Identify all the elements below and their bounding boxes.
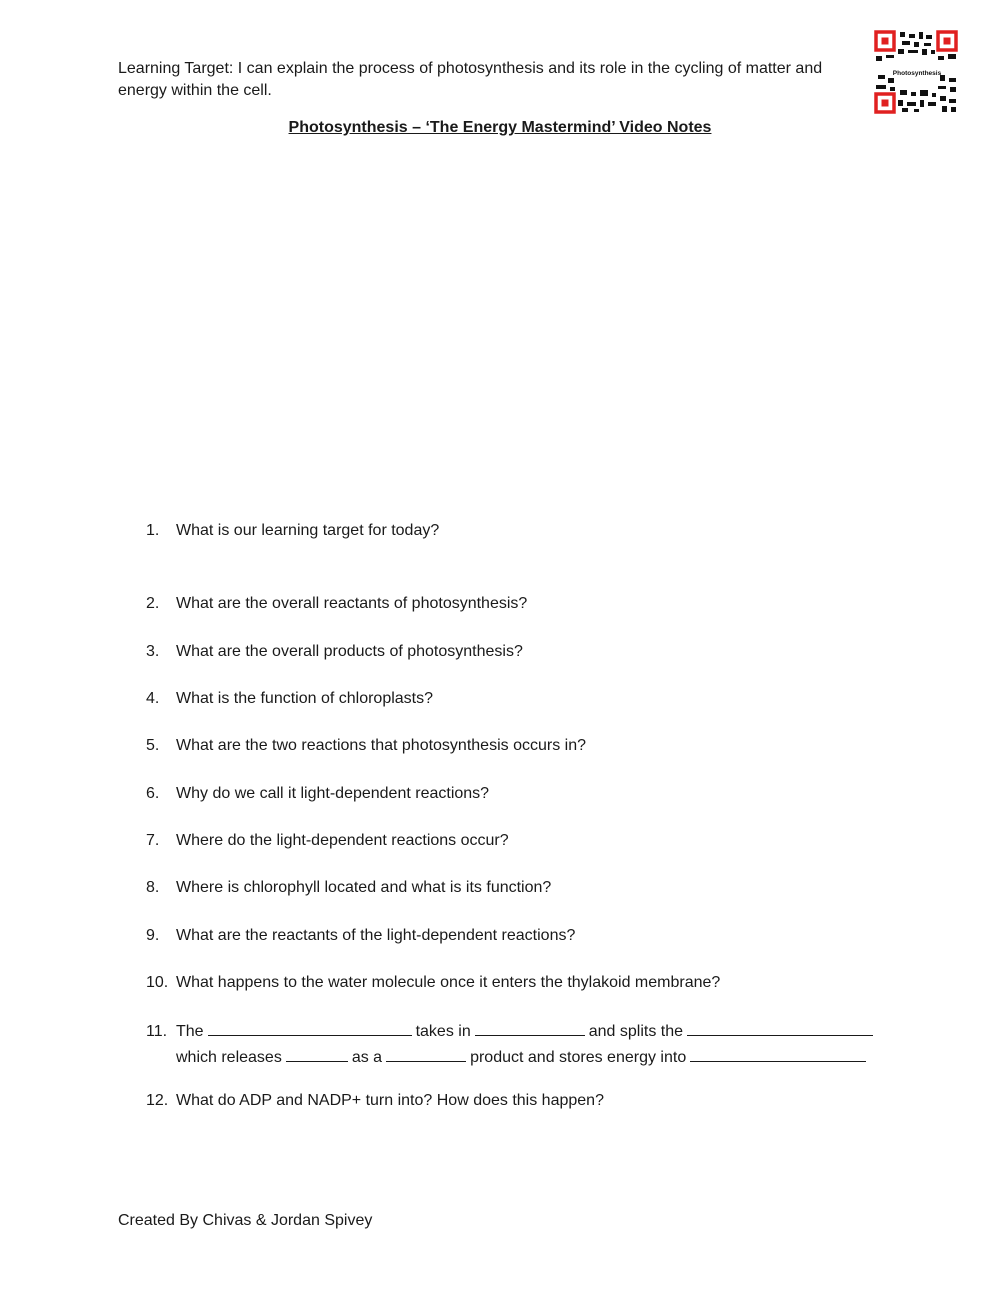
question-4: 4. What is the function of chloroplasts? xyxy=(146,690,434,707)
question-9: 9. What are the reactants of the light-dependent reactions? xyxy=(146,927,576,944)
fill-blank-2[interactable] xyxy=(475,1018,585,1036)
question-5: 5. What are the two reactions that photosynthesis occurs in? xyxy=(146,737,586,754)
learning-target: Learning Target: I can explain the process of photosynthesis and its role in the cycling of matter and energy within the cell. xyxy=(118,60,823,99)
fill-blank-5[interactable] xyxy=(386,1044,466,1062)
question-7: 7. Where do the light-dependent reactions occur? xyxy=(146,832,509,849)
question-1: 1. What is our learning target for today? xyxy=(146,522,440,539)
question-10: 10. What happens to the water molecule once it enters the thylakoid membrane? xyxy=(146,974,721,991)
question-11 xyxy=(146,1018,886,1070)
question-11-line-2: which releases as a product and stores energy into xyxy=(146,1044,886,1070)
question-6: 6. Why do we call it light-dependent reactions? xyxy=(146,785,490,802)
qr-code-icon xyxy=(874,30,958,114)
fill-blank-3[interactable] xyxy=(687,1018,873,1036)
fill-blank-4[interactable] xyxy=(286,1044,348,1062)
question-12: 12. What do ADP and NADP+ turn into? How does this happen? xyxy=(146,1092,604,1109)
qr-label: Photosynthesis xyxy=(892,70,942,77)
fill-blank-1[interactable] xyxy=(208,1018,412,1036)
fill-blank-6[interactable] xyxy=(690,1044,866,1062)
question-2: 2. What are the overall reactants of photosynthesis? xyxy=(146,595,528,612)
question-3: 3. What are the overall products of photosynthesis? xyxy=(146,643,523,660)
question-8: 8. Where is chlorophyll located and what is its function? xyxy=(146,879,552,896)
page-title: Photosynthesis – ‘The Energy Mastermind’ Video Notes xyxy=(288,119,712,136)
question-11-line-1: 11. The takes in and splits the xyxy=(146,1018,886,1044)
footer-credit: Created By Chivas & Jordan Spivey xyxy=(118,1212,373,1229)
